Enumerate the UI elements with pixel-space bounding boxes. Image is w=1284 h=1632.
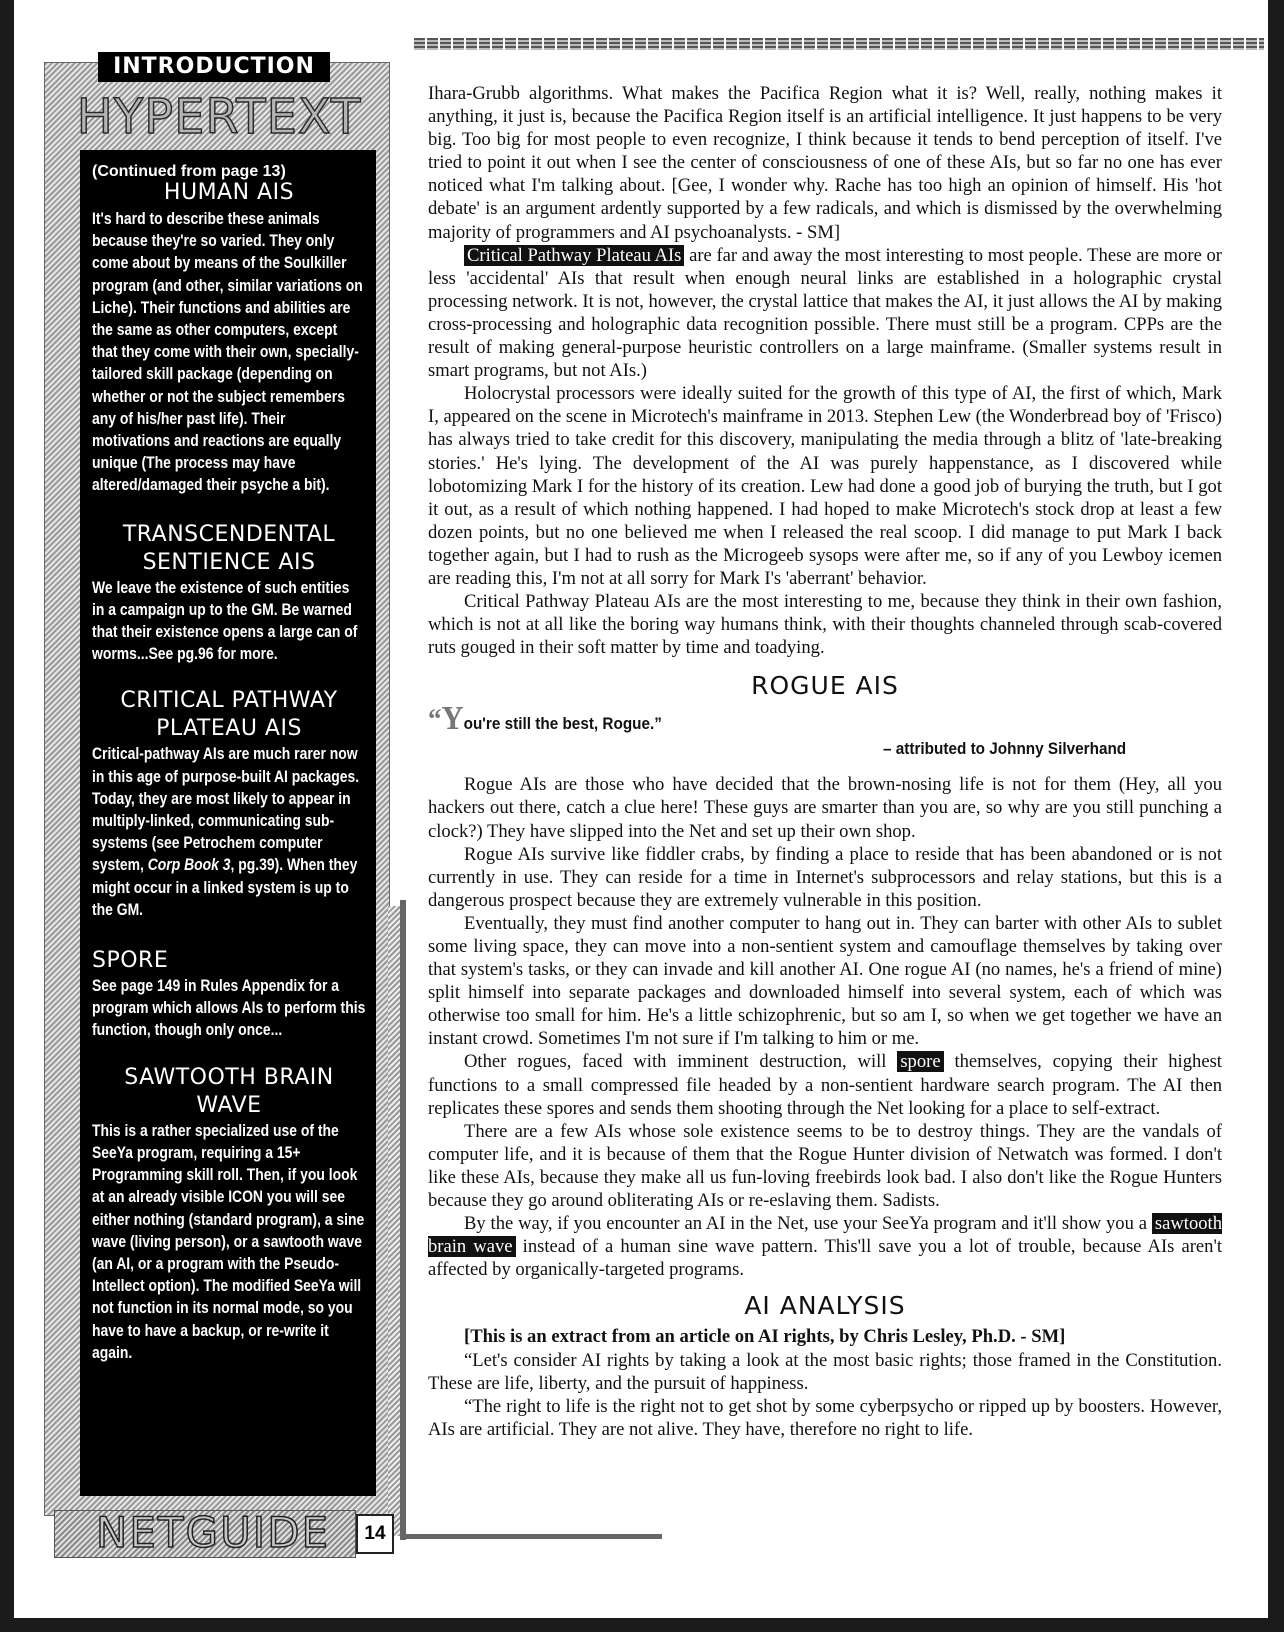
paragraph-rogue-6-text-1: By the way, if you encounter an AI in the Net, use your SeeYa program and it'll show you a	[464, 1213, 1152, 1235]
heading-rogue-ais: ROGUE AIS	[751, 671, 899, 701]
body-cpp-ais	[92, 743, 365, 921]
page-number: 14	[356, 1514, 394, 1554]
heading-transcendental-ais: TRANSCENDENTAL SENTIENCE AIS	[122, 521, 336, 575]
paragraph-rogue-4	[428, 1050, 1222, 1119]
paragraph-rogue-2: Rogue AIs survive like fiddler crabs, by finding a place to reside that has been abandoned or is not currently in use. They can reside for a time in Internet's subprocessors and relay stations, but this is a dangerous prospect because they are extremely vulnerable in this position.	[428, 843, 1222, 911]
continued-note: (Continued from page 13)	[92, 163, 286, 180]
paragraph-pacifica: Ihara-Grubb algorithms. What makes the Pacifica Region what it is? Well, really, nothing makes it anything, it just is, because the Pacifica Region itself is an artificial intelligence. It just happens to be very big. Too big for most people to even recognize, I think because it tends to bend perception of itself. I've tried to point it out when I see the center of consciousness of one of these AIs, but so far no one has ever noticed what I'm talking about. [Gee, I wonder why. Rache has too high an opinion of himself. His 'hot debate' is an argument ardently supported by a few radicals, and which is dismissed by the overwhelming majority of programmers and AI psychoanalysts. - SM]	[428, 83, 1222, 243]
paragraph-rogue-3: Eventually, they must find another computer to hang out in. They can barter with other AIs to sublet some living space, they can move into a non-sentient system and camouflage themselves by taking over that system's tasks, or they can invade and kill another AI. One rogue AI (no names, he's a friend of mine) split himself into separate packages and downloaded himself into several system, each of which was otherwise too small for him. He's a little schizophrenic, but so am I, so when we get together we have an instant crowd. Sometimes I'm not sure if I'm talking to him or me.	[428, 912, 1222, 1050]
corp-book-reference: Corp Book 3	[147, 856, 231, 875]
paragraph-cpp-interest: Critical Pathway Plateau AIs are the most interesting to me, because they think in their own fashion, which is not at all like the boring way humans think, with their thoughts channeled through scab-covered ruts gouged in their soft matter by time and toadying.	[428, 591, 1222, 659]
quote-text	[428, 700, 662, 738]
body-cpp-text-1: Critical-pathway AIs are much rarer now in this age of purpose-built AI packages. Today, they are most likely to appear in multiply-linked, communicating sub-systems (see Petrochem computer system,	[92, 745, 360, 875]
paragraph-rogue-6	[428, 1212, 1222, 1281]
pull-quote	[428, 700, 1222, 773]
heading-spore: SPORE	[92, 948, 169, 974]
paragraph-rogue-1: Rogue AIs are those who have decided that the brown-nosing life is not for them (Hey, all you hackers out there, catch a clue here! These guys are smarter than you are, so why are you still punching a clock?) They have slipped into the Net and set up their own shop.	[428, 774, 1222, 842]
body-transcendental-ais: We leave the existence of such entities in a campaign up to the GM. Be warned that their existence opens a large can of worms...See pg.96 for more.	[92, 578, 358, 664]
paragraph-rogue-5: There are a few AIs whose sole existence seems to be to destroy things. They are the vandals of computer life, and it is because of them that the Rogue Hunter division of Netwatch was formed. I don't like these AIs, because they make all us fun-loving freebirds look bad. I also don't like the Rogue Hunters because they go around obliterating AIs or re-eslaving them. Sadists.	[428, 1120, 1222, 1212]
heading-sawtooth: SAWTOOTH BRAIN WAVE	[124, 1064, 334, 1118]
body-spore: See page 149 in Rules Appendix for a program which allows AIs to perform this function, though only once...	[92, 977, 366, 1040]
quote-open-mark: “	[428, 703, 442, 737]
editor-note: [This is an extract from an article on AI rights, by Chris Lesley, Ph.D. - SM]	[464, 1326, 1066, 1348]
section-label: INTRODUCTION	[98, 52, 330, 82]
quote-attribution: – attributed to Johnny Silverhand	[882, 739, 1126, 759]
sidebar-title: HYPERTEXT	[76, 89, 362, 145]
highlight-spore: spore	[897, 1051, 943, 1072]
body-sawtooth: This is a rather specialized use of the SeeYa program, requiring a 15+ Programming skill roll. Then, if you look at an already visible ICON you will see either nothing (standard program), a sine wave (living person), or a sawtooth wave (an AI, or a program with the Pseudo-Intellect option). The modified SeeYa will not function in its normal mode, so you have to have a backup, or re-write it again.	[92, 1121, 365, 1362]
paragraph-analysis-2: “The right to life is the right not to get shot by some cyberpsycho or ripped up by boosters. However, AIs are artificial. They are not alive. They have, therefore no right to life.	[428, 1395, 1222, 1440]
paragraph-cpp-text: are far and away the most interesting to most people. These are more or less 'accidental' AIs that result when enough neural links are established in a holographic crystal processing network. It is not, however, the crystal lattice that makes the AI, it just allows the AI by making cross-processing and holographic data recognition possible. There must still be a program. CPPs are the result of making general-purpose heuristic controllers on a large mainframe. (Smaller systems result in smart programs, but not AIs.)	[428, 244, 1222, 382]
quote-body: ou're still the best, Rogue.”	[463, 714, 662, 734]
paragraph-analysis-1: “Let's consider AI rights by taking a look at the most basic rights; those framed in the Constitution. These are life, liberty, and the pursuit of happiness.	[428, 1349, 1222, 1394]
heading-ai-analysis: AI ANALYSIS	[744, 1291, 906, 1321]
frame-horizontal-line	[400, 1534, 662, 1539]
frame-vertical-line	[400, 900, 406, 1540]
paragraph-rogue-4-text-2: themselves, copying their highest functions to a small compressed file headed by a non-sentient hardware search program. The AI then replicates these spores and sends them shooting through the Net looking for a place to self-extract.	[428, 1051, 1222, 1119]
highlight-cpp: Critical Pathway Plateau AIs	[464, 245, 684, 266]
body-human-ais: It's hard to describe these animals because they're so varied. They only come about by means of the Soulkiller program (and other, similar variations on Liche). Their functions and abilities are the same as other computers, except that they come with their own, specially-tailored skill package (depending on whether or not the subject remembers any of his/her past life). Their motivations and reactions are equally unique (The process may have altered/damaged their psyche a bit).	[92, 210, 363, 495]
paragraph-rogue-4-text-1: Other rogues, faced with imminent destruction, will	[464, 1051, 898, 1073]
body-cpp-text-2: , pg.39). When they might occur in a linked system is up to the GM.	[92, 856, 358, 919]
quote-initial: Y	[441, 700, 464, 738]
page	[14, 0, 1268, 1618]
frame-shade	[388, 906, 400, 1536]
heading-cpp-ais: CRITICAL PATHWAY PLATEAU AIS	[120, 688, 338, 742]
top-hatched-rule	[414, 38, 1264, 50]
paragraph-rogue-6-text-2: instead of a human sine wave pattern. This'll save you a lot of trouble, because AIs aren't affected by organically-targeted programs.	[428, 1236, 1222, 1281]
paragraph-cpp	[428, 244, 1222, 383]
heading-human-ais: HUMAN AIS	[163, 180, 295, 205]
main-text	[428, 82, 1222, 1441]
highlight-sawtooth: sawtooth brain wave	[428, 1213, 1222, 1258]
netguide-logo: NETGUIDE	[95, 1508, 331, 1557]
paragraph-holocrystal: Holocrystal processors were ideally suited for the growth of this type of AI, the first of which, Mark I, appeared on the scene in Microtech's mainframe in 2013. Stephen Lew (the Wonderbread boy of 'Frisco) has always tried to take credit for this discovery, manipulating the media through a blitz of 'late-breaking stories.' He's lying. The development of the AI was purely happenstance, as I discovered while lobotomizing Mark I for the history of its creation. Lew had done a good job of burying the truth, but I got it out, as a result of which nothing happened. I had hoped to make Microtech's stock drop at least a few dozen points, but no one believed me when I released the real scoop. I did manage to put Mark I back together again, but I had to rush as the Microgeeb sysops were after me, so if any of you Lewboy icemen are reading this, I'm not at all sorry for Mark I's 'aberrant' behavior.	[428, 383, 1222, 589]
sidebar	[80, 150, 376, 1496]
